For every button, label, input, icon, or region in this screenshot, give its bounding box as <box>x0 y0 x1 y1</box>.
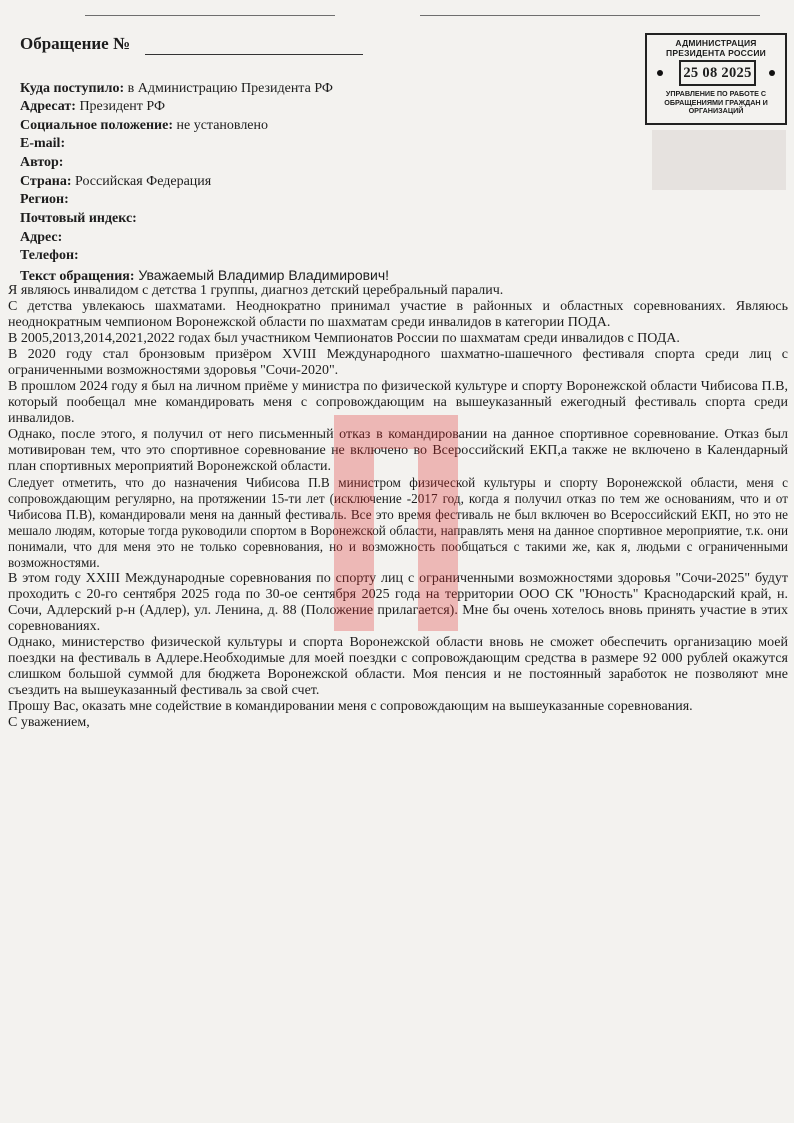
stamp-org: АДМИНИСТРАЦИЯ ПРЕЗИДЕНТА РОССИИ <box>666 38 766 58</box>
field-address: Адрес: <box>20 230 63 245</box>
paragraph-1: Я являюсь инвалидом с детства 1 группы, диагноз детский церебральный паралич. <box>8 283 504 298</box>
paragraph-6: Однако, после этого, я получил от него письменный отказ в командировании на данное спортивное соревнование. Отказ был мотивирован тем, что это спортивное соревнование не включено во Всероссийский ЕКП,а также не включено в Календарный план спортивных мероприятий Воронежской области. <box>8 427 788 474</box>
stamp-dot-right <box>769 70 775 76</box>
paragraph-7: Следует отметить, что до назначения Чибисова П.В министром физической культуры и спорту Воронежской области, меня с сопровождающим регулярно, на протяжении 15-ти лет (исключение -2017 год, когда я получил отказ по тем же основаниям, что и от Чибисова П.В), командировали меня на данный фестиваль. Все это время фестиваль не был включен во Всероссийский ЕКП, но это не мешало людям, которые тогда руководили спортом в Воронежской области, направлять меня на данное спортивное мероприятие, т.к. они понимали, что для меня это не только соревнования, но и возможность пообщаться с такими же, как я, людьми с ограниченными возможностями. <box>8 475 788 570</box>
paragraph-10: Прошу Вас, оказать мне содействие в командировании меня с сопровождающим на вышеуказанные соревнования. <box>8 699 693 714</box>
field-addressee: Адресат: Президент РФ <box>20 99 166 114</box>
field-text-heading: Текст обращения: Уважаемый Владимир Владимирович! <box>20 267 390 284</box>
title-number-line <box>145 54 363 55</box>
field-region: Регион: <box>20 192 69 207</box>
field-email: E-mail: <box>20 136 66 151</box>
field-social-status: Социальное положение: не установлено <box>20 118 269 133</box>
field-phone: Телефон: <box>20 248 79 263</box>
paragraph-8: В этом году XXIII Международные соревнования по спорту лиц с ограниченными возможностями здоровья "Сочи-2025" будут проходить с 20-го сентября 2025 года по 30-ое сентября 2025 года на территории ООО СК "Юность" Краснодарский край, н. Сочи, Адлерский р-н (Адлер), ул. Ленина, д. 88 (Положение прилагается). Мне бы очень хотелось вновь принять участие в этих соревнованиях. <box>8 571 788 634</box>
paragraph-2: С детства увлекаюсь шахматами. Неоднократно принимал участие в районных и областных соревнованиях. Являюсь неоднократным чемпионом Воронежской области по шахматам среди инвалидов в категории ПОДА. <box>8 299 788 330</box>
stamp-dept: УПРАВЛЕНИЕ ПО РАБОТЕ С ОБРАЩЕНИЯМИ ГРАЖДАН И ОРГАНИЗАЦИЙ <box>664 89 768 116</box>
scan-top-lines <box>0 0 794 20</box>
closing: С уважением, <box>8 715 90 730</box>
redacted-area <box>652 130 786 190</box>
stamp-date: 25 08 2025 <box>679 60 756 86</box>
stamp-dot-left <box>657 70 663 76</box>
document-title: Обращение № <box>20 34 131 53</box>
field-postcode: Почтовый индекс: <box>20 211 137 226</box>
letter-body <box>8 283 788 731</box>
field-author: Автор: <box>20 155 64 170</box>
paragraph-4: В 2020 году стал бронзовым призёром XVIII Международного шахматно-шашечного фестиваля спорта среди лиц с ограниченными возможностями здоровья "Сочи-2020". <box>8 347 788 378</box>
field-received: Куда поступило: в Администрацию Президента РФ <box>20 81 333 96</box>
paragraph-3: В 2005,2013,2014,2021,2022 годах был участником Чемпионатов России по шахматам среди инвалидов с ПОДА. <box>8 331 680 346</box>
field-country: Страна: Российская Федерация <box>20 174 212 189</box>
registration-stamp <box>645 33 787 125</box>
stamp-date-row <box>647 60 785 90</box>
paragraph-5: В прошлом 2024 году я был на личном приёме у министра по физической культуре и спорту Воронежской области Чибисова П.В, который пообещал мне командировать меня с сопровождающим на вышеуказанный ежегодный фестиваль спорта среди инвалидов. <box>8 379 788 426</box>
paragraph-9: Однако, министерство физической культуры и спорта Воронежской области вновь не сможет обеспечить организацию моей поездки на фестиваль в Адлере.Необходимые для моей поездки с сопровождающим средства в размере 92 000 рублей окажутся слишком большой суммой для бюджета Воронежской области. Моя пенсия и не постоянный заработок не позволяют мне съездить на вышеуказанный фестиваль за свой счет. <box>8 635 788 698</box>
